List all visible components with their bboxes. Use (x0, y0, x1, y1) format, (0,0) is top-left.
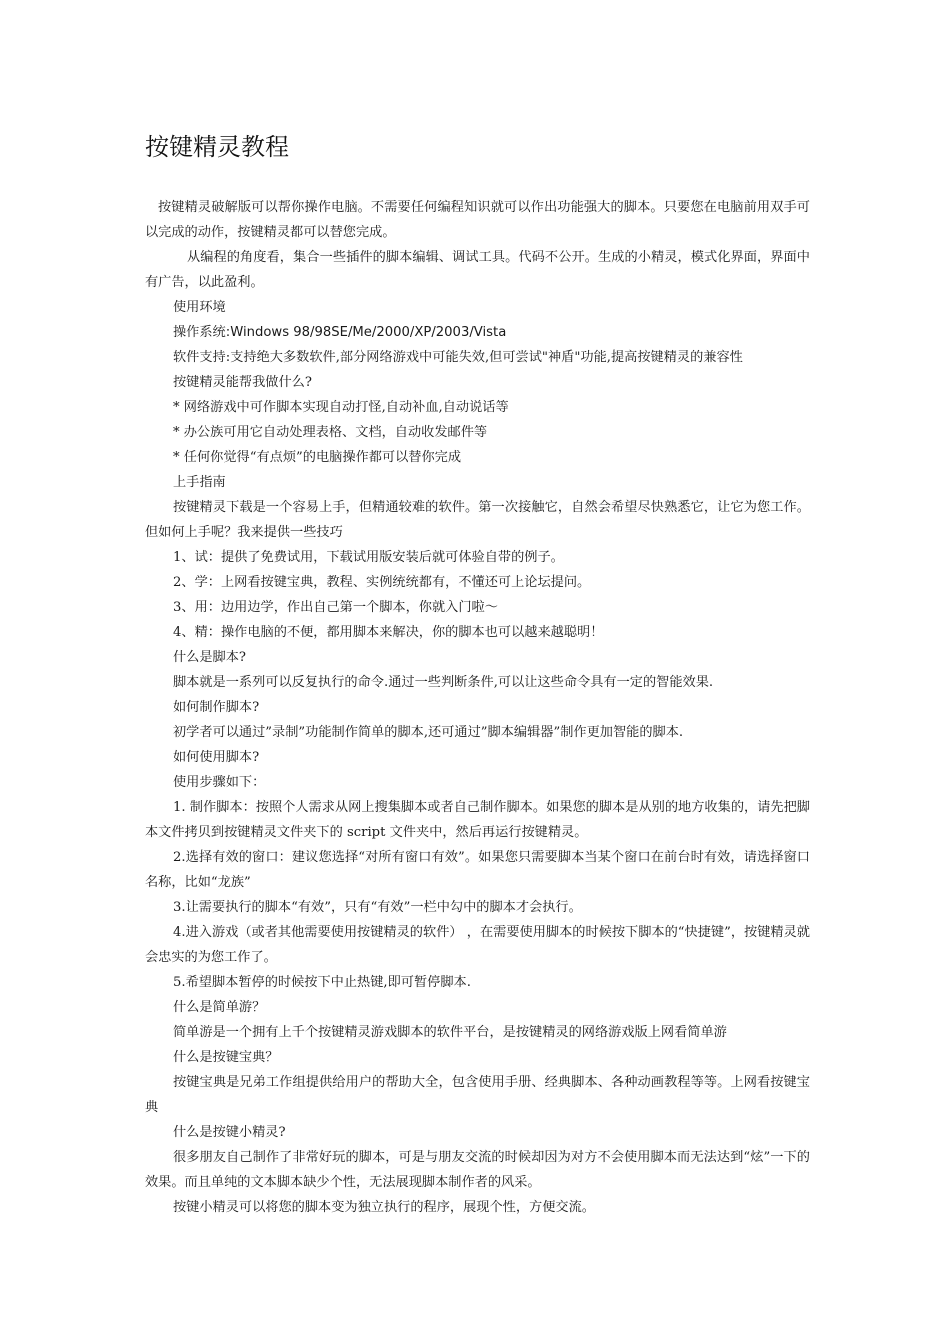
step-item-5: 5.希望脚本暂停的时候按下中止热键,即可暂停脚本. (173, 975, 471, 990)
list-item-use: 3、用：边用边学，作出自己第一个脚本，你就入门啦～ (173, 600, 498, 615)
heading-what-can-it-do: 按键精灵能帮我做什么? (173, 375, 312, 390)
list-item-master: 4、精：操作电脑的不便，都用脚本来解决，你的脚本也可以越来越聪明！ (173, 625, 604, 640)
paragraph-jiandanyou: 简单游是一个拥有上千个按键精灵游戏脚本的软件平台，是按键精灵的网络游戏版上网看简单游 (173, 1025, 727, 1040)
document-body (145, 195, 810, 1220)
paragraph-software-support: 软件支持:支持绝大多数软件,部分网络游戏中可能失效,但可尝试"神盾"功能,提高按键精灵的兼容性 (173, 350, 743, 365)
bullet-item-annoying: * 任何你觉得“有点烦”的电脑操作都可以替你完成 (173, 450, 462, 465)
step-item-1: 1. 制作脚本：按照个人需求从网上搜集脚本或者自己制作脚本。如果您的脚本是从别的地方收集的，请先把脚本文件拷贝到按键精灵文件夹下的 script 文件夹中，然后再运行按键精灵。 (145, 800, 810, 840)
heading-getting-started: 上手指南 (173, 475, 226, 490)
bullet-item-office: * 办公族可用它自动处理表格、文档，自动收发邮件等 (173, 425, 488, 440)
heading-what-is-jiandanyou: 什么是简单游？ (173, 1000, 266, 1015)
page-title: 按键精灵教程 (145, 133, 289, 161)
list-item-learn: 2、学：上网看按键宝典，教程、实例统统都有，不懂还可上论坛提问。 (173, 575, 591, 590)
heading-what-is-xiaojingling: 什么是按键小精灵? (173, 1125, 286, 1140)
paragraph-os: 操作系统:Windows 98/98SE/Me/2000/XP/2003/Vista (173, 325, 507, 340)
paragraph-programming-view: 从编程的角度看，集合一些插件的脚本编辑、调试工具。代码不公开。生成的小精灵，模式化界面，界面中有广告，以此盈利。 (145, 250, 810, 290)
paragraph-xiaojingling-2: 按键小精灵可以将您的脚本变为独立执行的程序，展现个性，方便交流。 (173, 1200, 595, 1215)
step-item-4: 4.进入游戏（或者其他需要使用按键精灵的软件） ，在需要使用脚本的时候按下脚本的“快捷键”，按键精灵就会忠实的为您工作了。 (145, 925, 810, 965)
step-item-3: 3.让需要执行的脚本“有效”，只有“有效”一栏中勾中的脚本才会执行。 (173, 900, 582, 915)
heading-what-is-script: 什么是脚本? (173, 650, 247, 665)
heading-what-is-baodian: 什么是按键宝典？ (173, 1050, 279, 1065)
paragraph-what-is-script: 脚本就是一系列可以反复执行的命令.通过一些判断条件,可以让这些命令具有一定的智能效果. (173, 675, 714, 690)
paragraph-how-to-make-script: 初学者可以通过”录制”功能制作简单的脚本,还可通过”脚本编辑器”制作更加智能的脚本. (173, 725, 684, 740)
step-item-2: 2.选择有效的窗口：建议您选择“对所有窗口有效”。如果您只需要脚本当某个窗口在前台时有效，请选择窗口名称，比如“龙族” (145, 850, 810, 890)
paragraph-baodian: 按键宝典是兄弟工作组提供给用户的帮助大全，包含使用手册、经典脚本、各种动画教程等等。上网看按键宝典 (145, 1075, 810, 1115)
paragraph-usage-steps: 使用步骤如下： (173, 775, 266, 790)
paragraph-getting-started: 按键精灵下载是一个容易上手，但精通较难的软件。第一次接触它，自然会希望尽快熟悉它，让它为您工作。但如何上手呢？我来提供一些技巧 (145, 500, 810, 540)
heading-environment: 使用环境 (173, 300, 226, 315)
heading-how-to-make-script: 如何制作脚本? (173, 700, 260, 715)
bullet-item-games: * 网络游戏中可作脚本实现自动打怪,自动补血,自动说话等 (173, 400, 509, 415)
list-item-try: 1、试：提供了免费试用，下载试用版安装后就可体验自带的例子。 (173, 550, 564, 565)
paragraph-xiaojingling-1: 很多朋友自己制作了非常好玩的脚本，可是与朋友交流的时候却因为对方不会使用脚本而无法达到“炫”一下的效果。而且单纯的文本脚本缺少个性，无法展现脚本制作者的风采。 (145, 1150, 810, 1190)
paragraph-intro: 按键精灵破解版可以帮你操作电脑。不需要任何编程知识就可以作出功能强大的脚本。只要您在电脑前用双手可以完成的动作，按键精灵都可以替您完成。 (145, 200, 810, 240)
heading-how-to-use-script: 如何使用脚本? (173, 750, 260, 765)
